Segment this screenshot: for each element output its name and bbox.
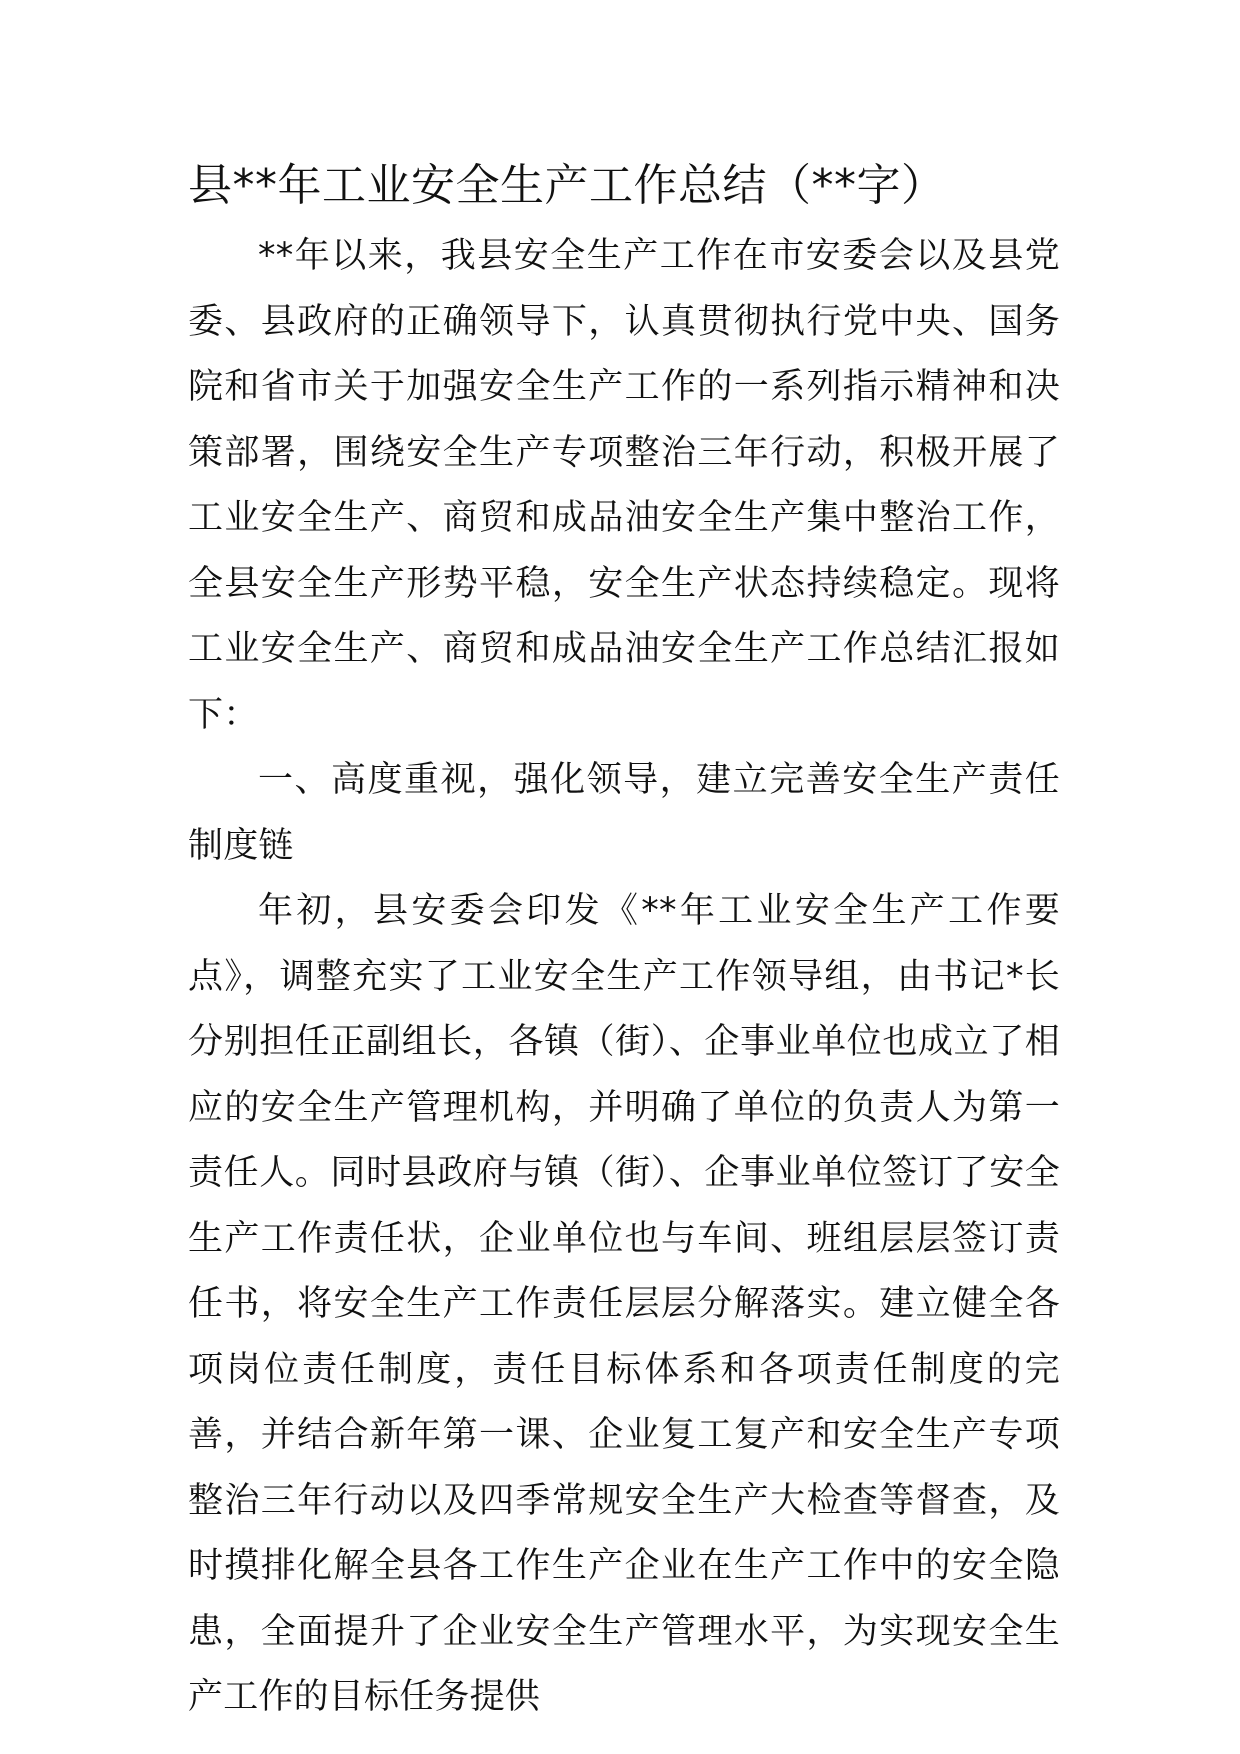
section-1-heading: 一、高度重视，强化领导，建立完善安全生产责任制度链 xyxy=(188,760,1060,866)
document-body xyxy=(188,148,1060,1731)
document-title: 县**年工业安全生产工作总结（**字） xyxy=(188,160,946,211)
intro-paragraph: **年以来，我县安全生产工作在市安委会以及县党委、县政府的正确领导下，认真贯彻执行党中央、国务院和省市关于加强安全生产工作的一系列指示精神和决策部署，围绕安全生产专项整治三年行动，积极开展了工业安全生产、商贸和成品油安全生产集中整治工作，全县安全生产形势平稳，安全生产状态持续稳定。现将工业安全生产、商贸和成品油安全生产工作总结汇报如下： xyxy=(188,236,1060,735)
section-1-paragraph: 年初，县安委会印发《**年工业安全生产工作要点》，调整充实了工业安全生产工作领导组，由书记*长分别担任正副组长，各镇（街）、企事业单位也成立了相应的安全生产管理机构，并明确了单位的负责人为第一责任人。同时县政府与镇（街）、企事业单位签订了安全生产工作责任状，企业单位也与车间、班组层层签订责任书，将安全生产工作责任层层分解落实。建立健全各项岗位责任制度，责任目标体系和各项责任制度的完善，并结合新年第一课、企业复工复产和安全生产专项整治三年行动以及四季常规安全生产大检查等督查，及时摸排化解全县各工作生产企业在生产工作中的安全隐患，全面提升了企业安全生产管理水平，为实现安全生产工作的目标任务提供 xyxy=(188,891,1060,1717)
